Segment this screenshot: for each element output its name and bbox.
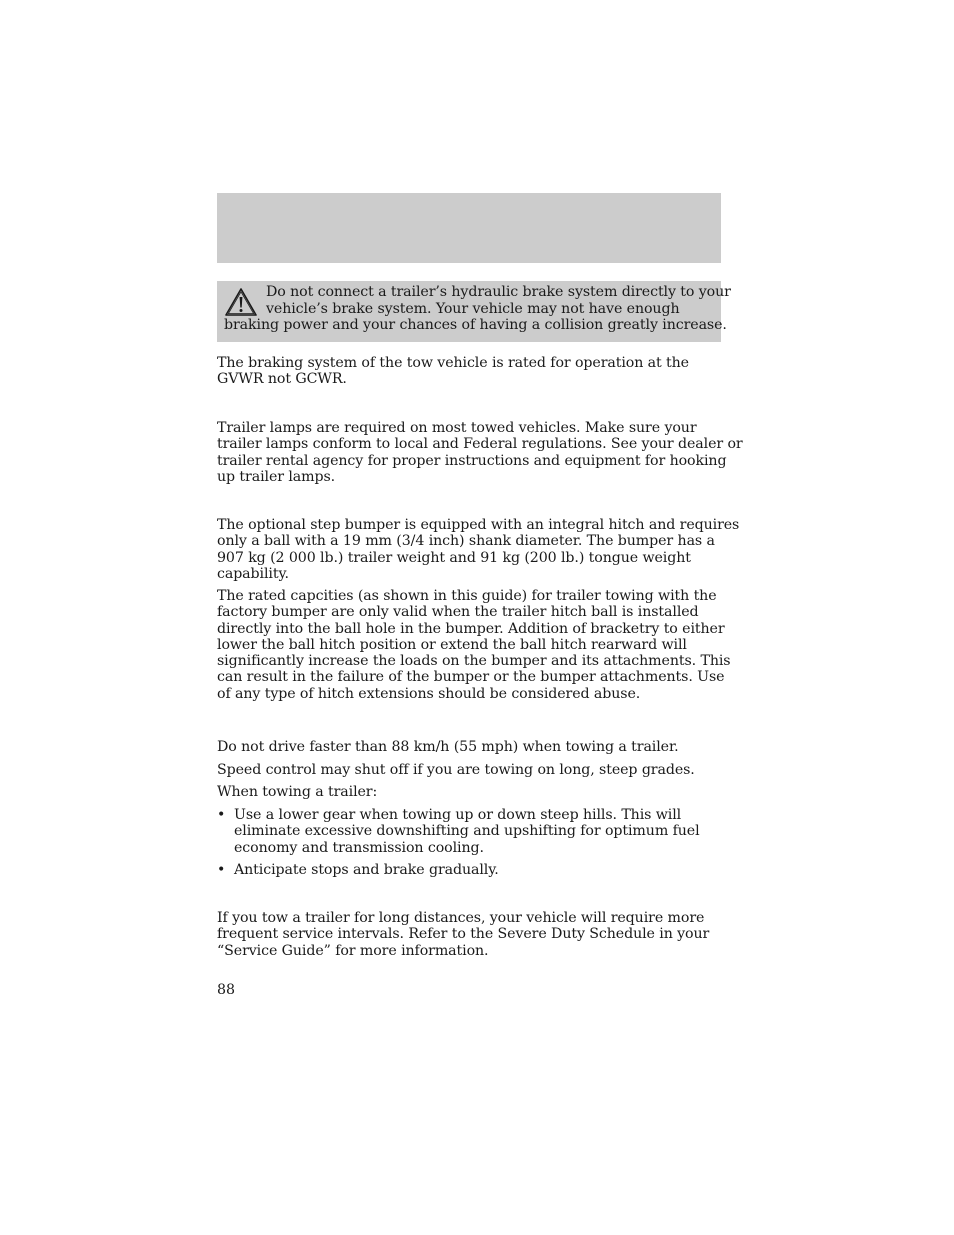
- text-line: factory bumper are only valid when the trailer hitch ball is installed: [217, 604, 699, 621]
- text-line: Use a lower gear when towing up or down steep hills. This will: [234, 807, 682, 823]
- section-header-band: [217, 193, 721, 263]
- text-line: GVWR not GCWR.: [217, 371, 347, 388]
- paragraph-step-bumper: [217, 517, 739, 582]
- text-line: up trailer lamps.: [217, 468, 336, 485]
- paragraph-braking-system: [217, 355, 689, 388]
- warning-line-1: Do not connect a trailer’s hydraulic brake system directly to your: [266, 284, 731, 300]
- text-line: of any type of hitch extensions should be considered abuse.: [217, 685, 641, 702]
- text-line: The braking system of the tow vehicle is rated for operation at the: [217, 355, 689, 371]
- text-line: “Service Guide” for more information.: [217, 942, 489, 959]
- paragraph-trailer-lamps: [217, 420, 743, 485]
- text-line: eliminate excessive downshifting and upshifting for optimum fuel: [234, 823, 700, 840]
- bullet-marker: •: [217, 807, 226, 823]
- paragraph-rated-capacities: [217, 588, 730, 702]
- text-line: significantly increase the loads on the bumper and its attachments. This: [217, 653, 731, 670]
- text-line: can result in the failure of the bumper or the bumper attachments. Use: [217, 669, 725, 686]
- warning-line-3: braking power and your chances of having a collision greatly increase.: [224, 317, 727, 333]
- text-line: The rated capcities (as shown in this guide) for trailer towing with the: [217, 588, 717, 604]
- text-line: trailer rental agency for proper instructions and equipment for hooking: [217, 452, 727, 469]
- text-line: Speed control may shut off if you are towing on long, steep grades.: [217, 762, 695, 778]
- warning-triangle-icon: [224, 287, 258, 317]
- text-line: trailer lamps conform to local and Federal regulations. See your dealer or: [217, 436, 743, 453]
- text-line: Anticipate stops and brake gradually.: [234, 862, 499, 878]
- text-line: 907 kg (2 000 lb.) trailer weight and 91 kg (200 lb.) tongue weight: [217, 549, 691, 566]
- text-line: capability.: [217, 565, 289, 582]
- bullet-text: [234, 807, 700, 856]
- text-line: only a ball with a 19 mm (3/4 inch) shank diameter. The bumper has a: [217, 533, 715, 550]
- paragraph-service-intervals: [217, 910, 709, 959]
- text-line: directly into the ball hole in the bumper. Addition of bracketry to either: [217, 620, 725, 637]
- warning-line-2: vehicle’s brake system. Your vehicle may not have enough: [266, 301, 680, 317]
- text-line: When towing a trailer:: [217, 784, 378, 800]
- bullet-marker: •: [217, 862, 226, 878]
- paragraph-when-towing: [217, 784, 377, 800]
- bullet-text: [234, 862, 499, 878]
- page-number: 88: [217, 982, 236, 998]
- text-line: frequent service intervals. Refer to the Severe Duty Schedule in your: [217, 926, 710, 943]
- paragraph-speed-limit: [217, 739, 679, 755]
- paragraph-speed-control: [217, 762, 695, 778]
- text-line: lower the ball hitch position or extend the ball hitch rearward will: [217, 636, 687, 653]
- text-line: Do not drive faster than 88 km/h (55 mph) when towing a trailer.: [217, 739, 679, 755]
- text-line: economy and transmission cooling.: [234, 839, 484, 856]
- warning-box: [217, 281, 731, 342]
- text-line: If you tow a trailer for long distances, your vehicle will require more: [217, 910, 705, 926]
- text-line: Trailer lamps are required on most towed vehicles. Make sure your: [217, 420, 697, 436]
- text-line: The optional step bumper is equipped with an integral hitch and requires: [217, 517, 740, 533]
